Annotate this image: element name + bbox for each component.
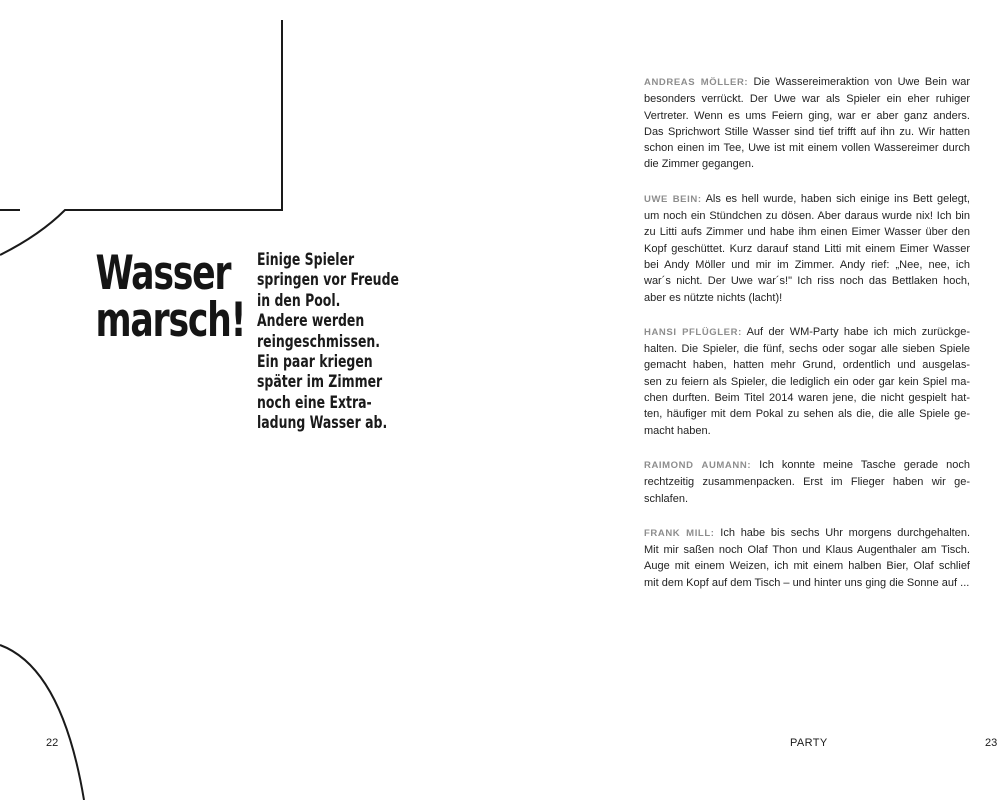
intro-line: später im Zimmer: [257, 372, 383, 392]
quote-line: Vertreter. Wenn es ums Feiern ging, war er aber ganz anders.: [644, 109, 970, 122]
page-number-left: 22: [46, 737, 59, 749]
intro-line: Andere werden: [257, 311, 365, 331]
quote-line: sen zu feiern als Spieler, die lediglich ein oder gar kein Spiel ma-: [644, 375, 970, 388]
corner-arc: [0, 645, 84, 800]
quote-text: Ich konnte meine Tasche gerade noch: [759, 458, 970, 471]
headline: [82, 246, 246, 348]
quote-line: ten, häufiger mit dem Pokal zu sehen als die, die alle Spiele ge-: [644, 408, 970, 421]
headline-line-1: Wasser: [95, 246, 231, 301]
quote-line: besonders verrückt. Der Uwe war als Spieler ein eher ruhiger: [644, 93, 970, 106]
intro-line: Einige Spieler: [257, 250, 355, 269]
quote-line: die Zimmer gegangen.: [644, 158, 755, 171]
quote-line: macht haben.: [644, 424, 711, 437]
quotes-column: [644, 74, 970, 609]
quote-first-line: [644, 74, 970, 91]
quote-paragraph: [644, 457, 970, 507]
page-number-right: 23: [985, 737, 998, 749]
intro-text: [257, 250, 417, 434]
quote-line: schlafen.: [644, 492, 689, 505]
quote-paragraph: [644, 324, 970, 439]
quote-line: chen durften. Beim Titel 2014 waren jene, die nicht gespielt hat-: [644, 392, 970, 405]
speaker-name: ANDREAS MÖLLER:: [644, 77, 749, 88]
quote-line: Auge mit einem Weizen, ich mit einem halben Bier, Olaf schlief: [644, 560, 970, 573]
quote-line: aber es nützte nichts (lacht)!: [644, 291, 783, 304]
quote-text: Die Wassereimeraktion von Uwe Bein war: [753, 76, 971, 88]
speech-bubble-outline: [0, 20, 282, 255]
quote-line: Mit mir saßen noch Olaf Thon und Klaus Augenthaler am Tisch.: [644, 544, 970, 557]
quote-line: gemacht haben, hatten mehr Grund, ordentlich und ausgelas-: [644, 359, 970, 372]
quote-text: Ich habe bis sechs Uhr morgens durchgehalten.: [720, 526, 971, 539]
quote-line: bei Andy Möller und mir im Zimmer. Andy rief: „Nee, nee, ich: [644, 258, 970, 271]
quote-line: zu Litti aufs Zimmer und habe ihm einen Eimer Wasser über den: [644, 226, 970, 239]
speaker-name: RAIMOND AUMANN:: [644, 459, 752, 471]
speaker-name: FRANK MILL:: [644, 527, 715, 539]
running-head: PARTY: [790, 737, 828, 749]
speaker-name: UWE BEIN:: [644, 193, 702, 205]
intro-line: ladung Wasser ab.: [257, 413, 388, 433]
quote-text: Auf der WM-Party habe ich mich zurückge-: [746, 325, 970, 338]
quote-line: mit dem Kopf auf dem Tisch – und hinter uns ging die Sonne auf ...: [644, 576, 970, 589]
headline-line-2: marsch!: [95, 293, 246, 348]
speaker-name: HANSI PFLÜGLER:: [644, 326, 742, 338]
quote-line: um noch ein Stündchen zu dösen. Aber daraus wurde nix! Ich bin: [644, 210, 970, 223]
quote-line: rechtzeitig zusammenpacken. Erst im Flieger haben wir ge-: [644, 476, 970, 489]
quote-line: Das Sprichwort Stille Wasser sind tief trifft auf ihn zu. Wir hatten: [644, 125, 970, 138]
intro-line: springen vor Freude: [257, 270, 399, 290]
quote-paragraph: [644, 525, 970, 591]
quote-line: war´s nicht. Der Uwe war´s!" Ich riss noch das Bettlaken hoch,: [644, 275, 970, 288]
intro-line: in den Pool.: [257, 290, 341, 310]
quote-text: Als es hell wurde, haben sich einige ins Bett gelegt,: [705, 192, 970, 205]
quote-first-line: [644, 324, 970, 341]
quote-paragraph: [644, 191, 970, 306]
intro-line: Ein paar kriegen: [257, 352, 373, 372]
quote-first-line: [644, 191, 970, 208]
intro-line: reingeschmissen.: [257, 331, 381, 351]
quote-paragraph: [644, 74, 970, 173]
quote-line: halten. Die Spieler, die fünf, sechs oder sogar alle sieben Spiele: [644, 343, 970, 356]
quote-first-line: [644, 525, 970, 542]
quote-first-line: [644, 457, 970, 474]
quote-line: Kopf geschüttet. Kurz darauf stand Litti mit einem Eimer Wasser: [644, 242, 970, 255]
quote-line: schon einen im Tee, Uwe ist mit einem vollen Wassereimer durch: [644, 142, 970, 155]
intro-line: noch eine Extra-: [257, 392, 372, 412]
